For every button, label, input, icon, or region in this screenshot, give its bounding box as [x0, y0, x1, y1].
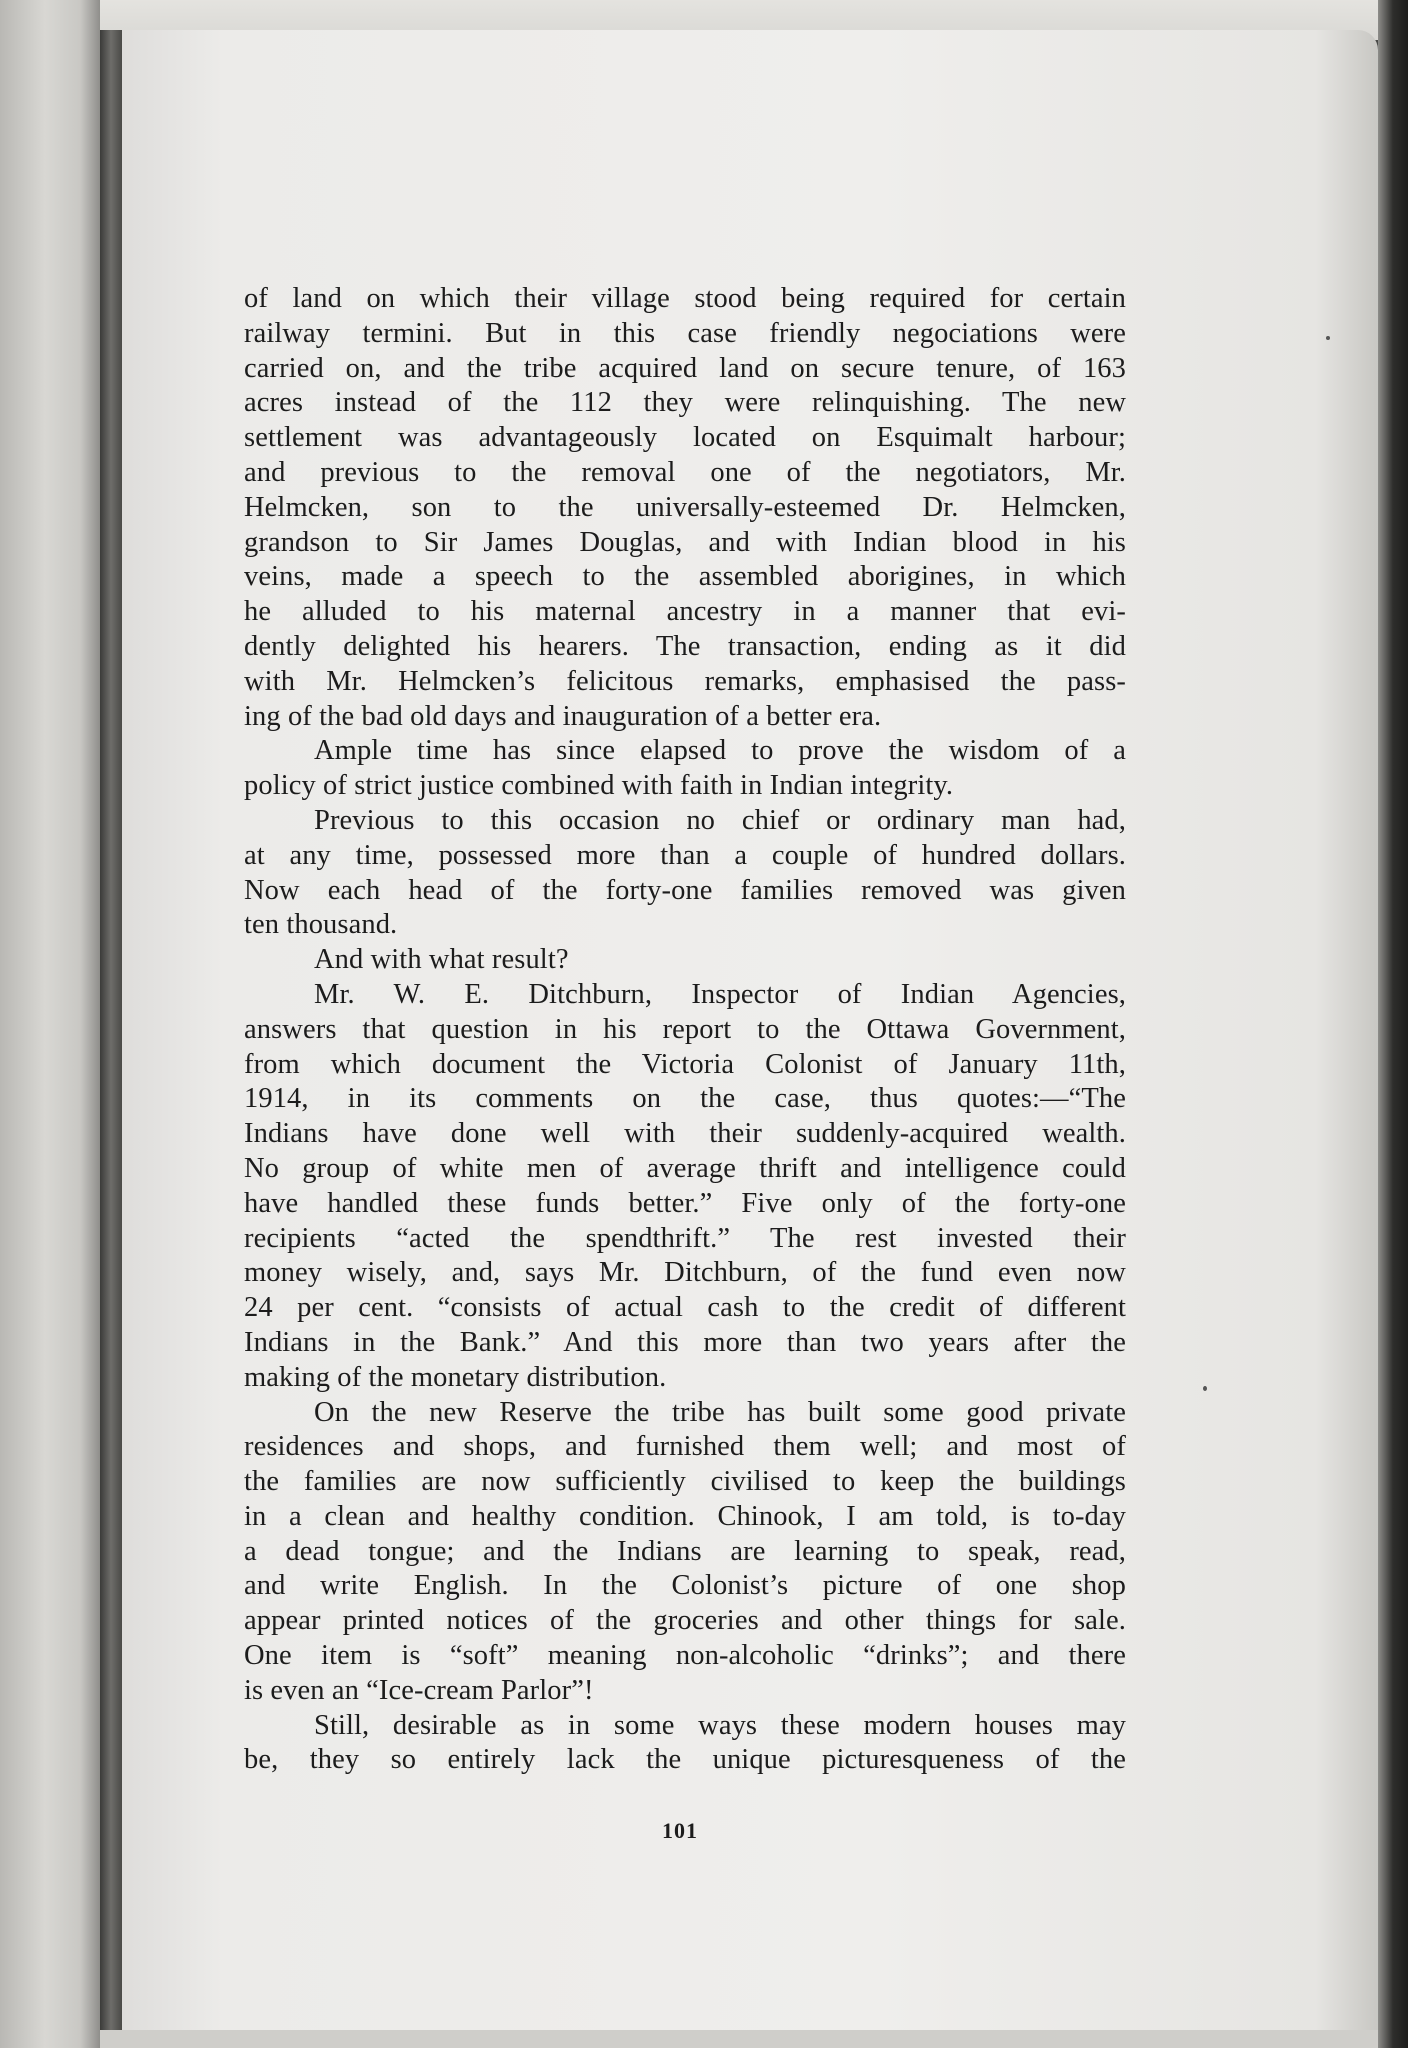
dust-speck [1326, 336, 1330, 340]
page-body-text [244, 282, 1126, 1778]
text-line: grandson to Sir James Douglas, and with Indian blood in his [244, 526, 1126, 558]
text-line: Indians have done well with their suddenly-acquired wealth. [244, 1118, 1126, 1150]
page-bottom-shadow [100, 2030, 1378, 2048]
text-line: ing of the bad old days and inauguration of a better era. [244, 700, 882, 732]
text-line: Previous to this occasion no chief or ordinary man had, [314, 804, 1126, 836]
text-line: with Mr. Helmcken’s felicitous remarks, emphasised the pass- [244, 665, 1126, 697]
text-line: appear printed notices of the groceries and other things for sale. [244, 1605, 1126, 1637]
text-line: at any time, possessed more than a couple of hundred dollars. [244, 839, 1126, 871]
text-line: carried on, and the tribe acquired land on secure tenure, of 163 [244, 352, 1126, 384]
text-line: Mr. W. E. Ditchburn, Inspector of Indian Agencies, [314, 978, 1126, 1010]
text-line: he alluded to his maternal ancestry in a manner that evi- [244, 596, 1126, 628]
text-line: making of the monetary distribution. [244, 1361, 667, 1393]
text-line: ten thousand. [244, 909, 398, 941]
text-line: settlement was advantageously located on Esquimalt harbour; [244, 422, 1126, 454]
text-line: acres instead of the 112 they were relinquishing. The new [244, 387, 1126, 419]
book-cover-edge [1378, 0, 1408, 2048]
text-line: No group of white men of average thrift and intelligence could [244, 1152, 1126, 1184]
text-line: the families are now sufficiently civilised to keep the buildings [244, 1466, 1126, 1498]
text-line: is even an “Ice-cream Parlor”! [244, 1674, 594, 1706]
text-line: On the new Reserve the tribe has built some good private [314, 1396, 1126, 1428]
text-line: And with what result? [314, 944, 569, 976]
text-line: Ample time has since elapsed to prove the wisdom of a [314, 735, 1126, 767]
text-line: policy of strict justice combined with faith in Indian integrity. [244, 770, 954, 802]
dust-speck [1203, 1386, 1207, 1391]
text-line: money wisely, and, says Mr. Ditchburn, of the fund even now [244, 1257, 1126, 1289]
text-line: Now each head of the forty-one families removed was given [244, 874, 1126, 906]
text-line: railway termini. But in this case friendly negociations were [244, 317, 1126, 349]
page-number: 101 [662, 1818, 698, 1843]
text-line: recipients “acted the spendthrift.” The rest invested their [244, 1222, 1126, 1254]
text-line: in a clean and healthy condition. Chinook, I am told, is to-day [244, 1500, 1126, 1532]
facing-page-edge [0, 0, 100, 2048]
text-line: a dead tongue; and the Indians are learning to speak, read, [244, 1535, 1126, 1567]
text-line: have handled these funds better.” Five only of the forty-one [244, 1187, 1126, 1219]
text-line: answers that question in his report to the Ottawa Government, [244, 1013, 1126, 1045]
text-line: residences and shops, and furnished them well; and most of [244, 1431, 1126, 1463]
text-line: Helmcken, son to the universally-esteemed Dr. Helmcken, [244, 491, 1126, 523]
text-line: of land on which their village stood being required for certain [244, 283, 1126, 314]
book-gutter [100, 30, 122, 2035]
text-line: 1914, in its comments on the case, thus quotes:—“The [244, 1083, 1126, 1115]
text-line: and write English. In the Colonist’s picture of one shop [244, 1570, 1126, 1602]
text-line: from which document the Victoria Colonist of January 11th, [244, 1048, 1126, 1080]
text-line: Still, desirable as in some ways these modern houses may [314, 1709, 1126, 1741]
text-line: Indians in the Bank.” And this more than two years after the [244, 1326, 1126, 1358]
text-line: 24 per cent. “consists of actual cash to the credit of different [244, 1292, 1126, 1324]
text-line: dently delighted his hearers. The transaction, ending as it did [244, 630, 1126, 662]
text-line: veins, made a speech to the assembled aborigines, in which [244, 561, 1126, 593]
text-line: One item is “soft” meaning non-alcoholic “drinks”; and there [244, 1640, 1126, 1672]
text-line: and previous to the removal one of the negotiators, Mr. [244, 456, 1126, 488]
text-line: be, they so entirely lack the unique picturesqueness of the [244, 1744, 1126, 1776]
